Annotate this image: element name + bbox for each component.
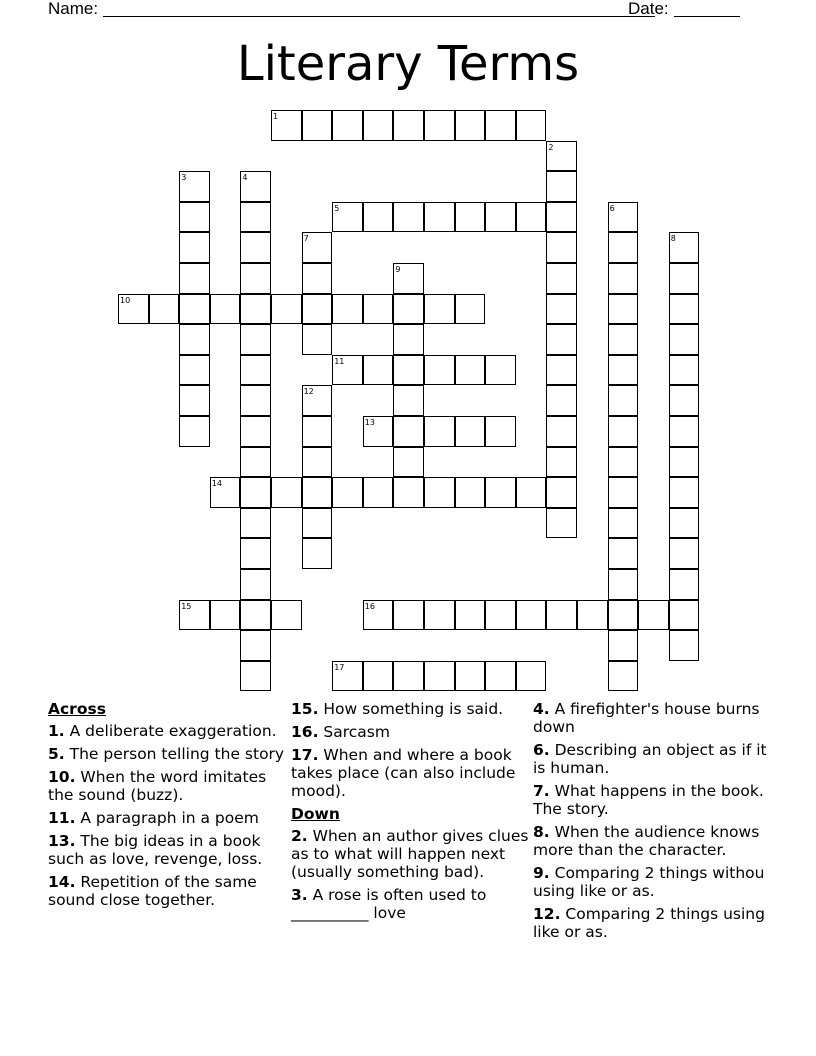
crossword-cell[interactable] <box>669 263 700 294</box>
crossword-cell[interactable] <box>546 477 577 508</box>
crossword-cell[interactable] <box>240 661 271 692</box>
clue-number: 4 <box>242 173 248 183</box>
crossword-cell[interactable] <box>485 477 516 508</box>
crossword-cell[interactable] <box>608 416 639 447</box>
crossword-cell[interactable] <box>393 294 424 325</box>
crossword-cell[interactable] <box>393 324 424 355</box>
crossword-cell[interactable] <box>393 477 424 508</box>
crossword-cell[interactable] <box>638 600 669 631</box>
crossword-cell[interactable] <box>363 661 394 692</box>
crossword-cell[interactable] <box>424 661 455 692</box>
crossword-cell[interactable] <box>302 416 333 447</box>
crossword-cell[interactable] <box>455 600 486 631</box>
crossword-cell[interactable] <box>271 294 302 325</box>
crossword-cell[interactable] <box>424 202 455 233</box>
crossword-cell[interactable] <box>424 477 455 508</box>
clue-number: 7 <box>303 234 309 244</box>
crossword-cell[interactable] <box>179 263 210 294</box>
crossword-cell[interactable] <box>393 416 424 447</box>
crossword-cell[interactable] <box>546 385 577 416</box>
crossword-cell[interactable] <box>302 508 333 539</box>
down-clue: 12. Comparing 2 things using like or as. <box>533 905 765 941</box>
crossword-cell[interactable] <box>302 538 333 569</box>
crossword-cell[interactable] <box>669 324 700 355</box>
crossword-cell[interactable] <box>240 538 271 569</box>
crossword-cell[interactable] <box>302 447 333 478</box>
clue-number: 13 <box>364 418 375 427</box>
crossword-cell[interactable] <box>546 600 577 631</box>
crossword-cell[interactable] <box>669 538 700 569</box>
crossword-cell[interactable] <box>363 355 394 386</box>
crossword-cell[interactable] <box>485 600 516 631</box>
down-clue: 2. When an author gives clues as to what will happen next (usually something bad). <box>291 827 529 881</box>
crossword-cell[interactable] <box>485 110 516 141</box>
down-clue: 8. When the audience knows more than the character. <box>533 823 760 859</box>
clue-column-2 <box>291 700 529 927</box>
crossword-cell[interactable] <box>363 110 394 141</box>
clue-number: 14 <box>211 479 222 489</box>
crossword-cell[interactable] <box>455 110 486 141</box>
crossword-cell[interactable] <box>455 416 486 447</box>
across-clue: 17. When and where a book takes place (can also include mood). <box>291 746 516 800</box>
crossword-cell[interactable] <box>546 171 577 202</box>
crossword-cell[interactable] <box>546 416 577 447</box>
crossword-cell[interactable] <box>363 477 394 508</box>
crossword-cell[interactable] <box>424 416 455 447</box>
crossword-cell[interactable] <box>669 294 700 325</box>
crossword-cell[interactable] <box>424 600 455 631</box>
down-clue: 6. Describing an object as if it is human. <box>533 741 767 777</box>
crossword-cell[interactable] <box>240 508 271 539</box>
crossword-cell[interactable] <box>455 294 486 325</box>
clue-number: 16 <box>364 601 375 611</box>
crossword-cell[interactable] <box>240 355 271 386</box>
crossword-cell[interactable] <box>393 600 424 631</box>
crossword-cell[interactable] <box>546 294 577 325</box>
clue-number: 12 <box>303 387 314 397</box>
across-clue: 10. When the word imitates the sound (buzz). <box>48 768 267 804</box>
crossword-cell[interactable] <box>669 385 700 416</box>
crossword-cell[interactable] <box>393 202 424 233</box>
crossword-cell[interactable] <box>240 294 271 325</box>
crossword-cell[interactable] <box>608 600 639 631</box>
crossword-cell[interactable] <box>485 355 516 386</box>
crossword-cell[interactable] <box>455 661 486 692</box>
crossword-cell[interactable] <box>485 661 516 692</box>
crossword-cell[interactable] <box>240 630 271 661</box>
clue-number: 6 <box>609 203 615 213</box>
crossword-cell[interactable] <box>546 447 577 478</box>
crossword-cell[interactable] <box>302 110 333 141</box>
crossword-cell[interactable] <box>240 324 271 355</box>
crossword-cell[interactable] <box>240 447 271 478</box>
crossword-cell[interactable] <box>240 232 271 263</box>
crossword-cell[interactable] <box>393 447 424 478</box>
clue-column-1 <box>48 700 286 914</box>
crossword-cell[interactable] <box>669 600 700 631</box>
crossword-cell[interactable] <box>149 294 180 325</box>
crossword-cell[interactable] <box>179 416 210 447</box>
crossword-cell[interactable] <box>669 569 700 600</box>
across-clue: 11. A paragraph in a poem <box>48 809 259 827</box>
crossword-cell[interactable] <box>302 263 333 294</box>
crossword-cell[interactable] <box>516 600 547 631</box>
crossword-cell[interactable] <box>608 447 639 478</box>
across-clue: 13. The big ideas in a book such as love, revenge, loss. <box>48 832 263 868</box>
crossword-cell[interactable] <box>179 294 210 325</box>
crossword-cell[interactable] <box>363 294 394 325</box>
crossword-cell[interactable] <box>669 416 700 447</box>
crossword-cell[interactable] <box>485 416 516 447</box>
clue-number: 3 <box>181 173 187 183</box>
crossword-cell[interactable] <box>363 202 394 233</box>
crossword-cell[interactable] <box>240 263 271 294</box>
crossword-cell[interactable] <box>546 508 577 539</box>
crossword-cell[interactable] <box>179 385 210 416</box>
crossword-cell[interactable] <box>669 355 700 386</box>
clue-number: 10 <box>120 295 131 305</box>
across-clue: 16. Sarcasm <box>291 723 390 741</box>
crossword-cell[interactable] <box>240 600 271 631</box>
crossword-cell[interactable] <box>424 294 455 325</box>
clue-number: 15 <box>181 601 192 611</box>
crossword-cell[interactable] <box>608 355 639 386</box>
crossword-cell[interactable] <box>179 324 210 355</box>
down-clue: 4. A firefighter's house burns down <box>533 700 760 736</box>
clue-number: 2 <box>548 142 554 152</box>
crossword-cell[interactable] <box>332 110 363 141</box>
date-label: Date: <box>628 0 669 18</box>
crossword-cell[interactable] <box>608 508 639 539</box>
across-clue: 15. How something is said. <box>291 700 504 718</box>
down-clue: 3. A rose is often used to __________ love <box>291 886 487 922</box>
crossword-cell[interactable] <box>240 385 271 416</box>
crossword-cell[interactable] <box>669 508 700 539</box>
crossword-cell[interactable] <box>608 630 639 661</box>
crossword-cell[interactable] <box>669 447 700 478</box>
crossword-cell[interactable] <box>455 355 486 386</box>
crossword-cell[interactable] <box>271 477 302 508</box>
clue-number: 8 <box>670 234 676 244</box>
across-clue: 14. Repetition of the same sound close together. <box>48 873 257 909</box>
across-clue: 5. The person telling the story <box>48 745 285 763</box>
crossword-cell[interactable] <box>608 538 639 569</box>
crossword-cell[interactable] <box>271 600 302 631</box>
clue-number: 5 <box>334 203 340 213</box>
crossword-cell[interactable] <box>240 477 271 508</box>
crossword-cell[interactable] <box>608 324 639 355</box>
crossword-cell[interactable] <box>516 202 547 233</box>
down-clue: 9. Comparing 2 things withou using like or as. <box>533 864 765 900</box>
crossword-cell[interactable] <box>516 477 547 508</box>
crossword-cell[interactable] <box>210 294 241 325</box>
clue-column-3 <box>533 700 771 946</box>
crossword-cell[interactable] <box>455 477 486 508</box>
crossword-cell[interactable] <box>608 477 639 508</box>
crossword-cell[interactable] <box>608 385 639 416</box>
name-label: Name: <box>48 0 99 18</box>
crossword-cell[interactable] <box>240 569 271 600</box>
crossword-cell[interactable] <box>516 661 547 692</box>
crossword-cell[interactable] <box>424 110 455 141</box>
crossword-cell[interactable] <box>302 324 333 355</box>
crossword-cell[interactable] <box>240 202 271 233</box>
crossword-cell[interactable] <box>577 600 608 631</box>
across-clue: 1. A deliberate exaggeration. <box>48 722 277 740</box>
crossword-cell[interactable] <box>608 294 639 325</box>
clue-number: 9 <box>395 265 401 274</box>
crossword-cell[interactable] <box>424 355 455 386</box>
crossword-cell[interactable] <box>393 110 424 141</box>
crossword-cell[interactable] <box>302 477 333 508</box>
crossword-cell[interactable] <box>240 416 271 447</box>
clue-number: 1 <box>273 112 279 121</box>
crossword-cell[interactable] <box>669 630 700 661</box>
crossword-cell[interactable] <box>179 232 210 263</box>
crossword-cell[interactable] <box>608 569 639 600</box>
crossword-cell[interactable] <box>393 355 424 386</box>
crossword-cell[interactable] <box>546 355 577 386</box>
clue-number: 11 <box>334 356 345 366</box>
crossword-cell[interactable] <box>332 477 363 508</box>
crossword-cell[interactable] <box>608 661 639 692</box>
crossword-cell[interactable] <box>546 324 577 355</box>
crossword-cell[interactable] <box>608 263 639 294</box>
crossword-cell[interactable] <box>210 600 241 631</box>
crossword-cell[interactable] <box>608 232 639 263</box>
crossword-cell[interactable] <box>546 232 577 263</box>
crossword-cell[interactable] <box>516 110 547 141</box>
crossword-cell[interactable] <box>485 202 516 233</box>
crossword-cell[interactable] <box>546 202 577 233</box>
crossword-cell[interactable] <box>179 355 210 386</box>
crossword-cell[interactable] <box>455 202 486 233</box>
down-heading: Down <box>291 805 340 823</box>
clue-number: 17 <box>334 662 345 672</box>
crossword-cell[interactable] <box>332 294 363 325</box>
crossword-cell[interactable] <box>669 477 700 508</box>
across-heading: Across <box>48 700 106 718</box>
crossword-cell[interactable] <box>393 385 424 416</box>
crossword-cell[interactable] <box>179 202 210 233</box>
page-title: Literary Terms <box>236 36 580 92</box>
crossword-cell[interactable] <box>546 263 577 294</box>
down-clue: 7. What happens in the book. The story. <box>533 782 764 818</box>
crossword-cell[interactable] <box>302 294 333 325</box>
crossword-cell[interactable] <box>393 661 424 692</box>
